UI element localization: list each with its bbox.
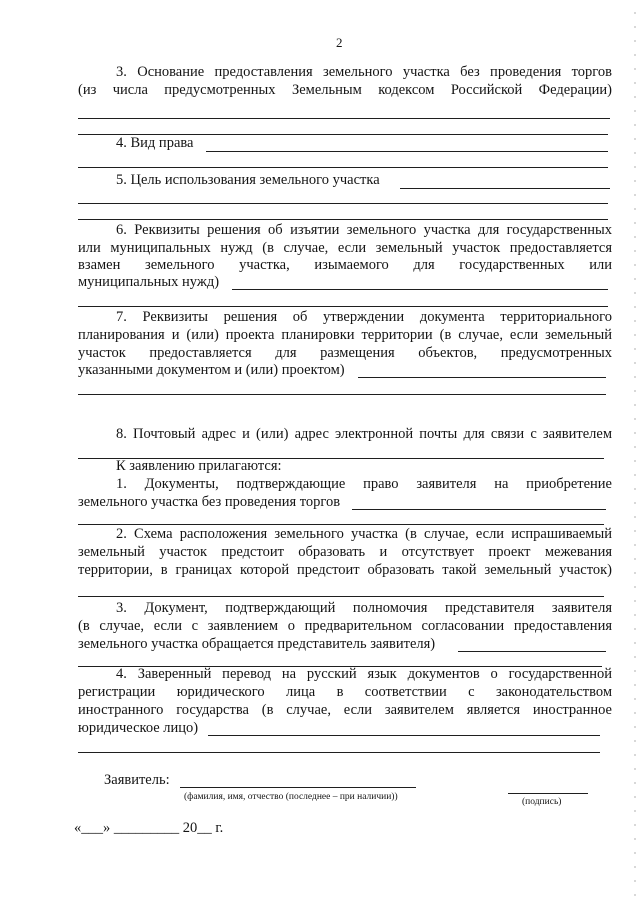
section-8-line-1: 8. Почтовый адрес и (или) адрес электронной почты для связи с заявителем	[116, 426, 612, 442]
date-day-blank[interactable]: ___	[81, 820, 103, 836]
attachment-3-line-3: земельного участка обращается представитель заявителя)	[78, 636, 436, 652]
scan-edge	[634, 0, 636, 905]
section-7-line-4: указанными документом и (или) проектом)	[78, 362, 345, 378]
section-7-line-3: участок предоставляется для размещения объектов, предусмотренных	[78, 345, 612, 361]
section-7-blank[interactable]	[78, 394, 606, 395]
attachments-heading: К заявлению прилагаются:	[116, 458, 282, 474]
attachment-3-line-1: 3. Документ, подтверждающий полномочия представителя заявителя	[116, 600, 612, 616]
applicant-name-caption: (фамилия, имя, отчество (последнее – при наличии))	[184, 792, 398, 802]
date-line[interactable]	[74, 820, 223, 837]
attachment-4-line-1: 4. Заверенный перевод на русский язык документов о государственной	[116, 666, 612, 682]
section-7-line-2: планирования и (или) проекта планировки территории (в случае, если земельный	[78, 327, 612, 343]
attachment-2-line-1: 2. Схема расположения земельного участка (в случае, если испрашиваемый	[116, 526, 612, 542]
applicant-signature-field[interactable]	[508, 793, 588, 794]
attachment-1-blank[interactable]	[78, 524, 604, 525]
section-5-label: 5. Цель использования земельного участка	[116, 172, 380, 188]
attachment-3-field[interactable]	[458, 651, 606, 652]
date-year-blank[interactable]: __	[197, 820, 212, 836]
attachment-3-line-2: (в случае, если с заявлением о предварительном согласовании предоставления	[78, 618, 612, 634]
attachment-2-blank[interactable]	[78, 596, 604, 597]
applicant-name-field[interactable]	[180, 787, 416, 788]
section-7-field[interactable]	[358, 377, 606, 378]
attachment-1-line-1: 1. Документы, подтверждающие право заявителя на приобретение	[116, 476, 612, 492]
page-number: 2	[336, 35, 343, 50]
section-3-line-2: (из числа предусмотренных Земельным кодексом Российской Федерации)	[78, 82, 612, 98]
attachment-4-line-2: регистрации юридического лица в соответствии с законодательством	[78, 684, 612, 700]
date-open-quote: «	[74, 820, 82, 836]
section-4-label: 4. Вид права	[116, 135, 194, 151]
section-6-line-4: муниципальных нужд)	[78, 274, 220, 290]
section-6-line-2: или муниципальных нужд (в случае, если земельный участок предоставляется	[78, 240, 612, 256]
section-5-blank-2[interactable]	[78, 219, 608, 220]
attachment-1-field[interactable]	[352, 509, 606, 510]
attachment-2-line-3: территории, в границах которой предстоит образовать такой земельный участок)	[78, 562, 612, 578]
attachment-1-line-2: земельного участка без проведения торгов	[78, 494, 341, 510]
section-6-blank[interactable]	[78, 306, 608, 307]
applicant-label: Заявитель:	[104, 772, 170, 788]
applicant-signature-caption: (подпись)	[522, 797, 562, 807]
attachment-4-line-3: иностранного государства (в случае, если заявителем является иностранное	[78, 702, 612, 718]
attachment-4-field[interactable]	[208, 735, 600, 736]
section-3-line-1: 3. Основание предоставления земельного участка без проведения торгов	[116, 64, 612, 80]
attachment-4-blank[interactable]	[78, 752, 600, 753]
section-6-line-1: 6. Реквизиты решения об изъятии земельного участка для государственных	[116, 222, 612, 238]
section-5-field[interactable]	[400, 188, 610, 189]
date-month-blank[interactable]: _________	[113, 820, 180, 836]
date-close-quote: »	[103, 820, 111, 836]
section-6-line-3: взамен земельного участка, изымаемого для государственных или	[78, 257, 612, 273]
section-4-field[interactable]	[206, 151, 608, 152]
attachment-4-line-4: юридическое лицо)	[78, 720, 199, 736]
section-4-blank[interactable]	[78, 167, 608, 168]
attachment-2-line-2: земельный участок предстоит образовать и отсутствует проект межевания	[78, 544, 612, 560]
date-year-prefix: 20	[182, 820, 198, 836]
section-5-blank-1[interactable]	[78, 203, 608, 204]
date-suffix: г.	[215, 820, 224, 836]
section-6-field[interactable]	[232, 289, 608, 290]
section-7-line-1: 7. Реквизиты решения об утверждении документа территориального	[116, 309, 612, 325]
section-3-blank-1[interactable]	[78, 118, 610, 119]
